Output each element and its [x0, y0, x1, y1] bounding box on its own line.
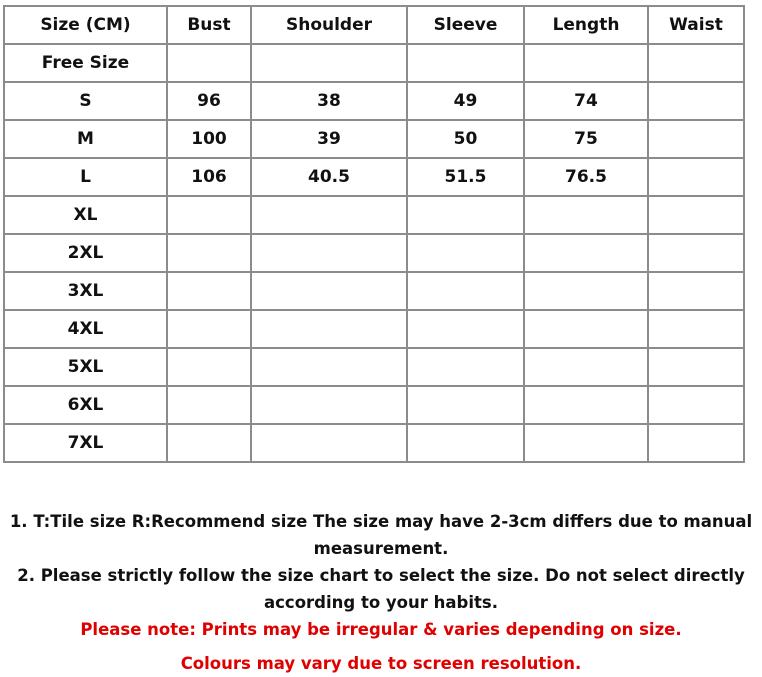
- cell-length: [524, 234, 648, 272]
- cell-waist: [648, 310, 744, 348]
- size-row: [4, 424, 744, 462]
- cell-bust: [167, 348, 251, 386]
- cell-waist: [648, 386, 744, 424]
- cell-size: 4XL: [4, 310, 167, 348]
- cell-length: [524, 310, 648, 348]
- cell-sleeve: [407, 234, 524, 272]
- cell-bust: [167, 44, 251, 82]
- cell-waist: [648, 272, 744, 310]
- header-size: Size (CM): [4, 6, 167, 44]
- size-chart-body: [4, 6, 744, 462]
- cell-shoulder: [251, 424, 407, 462]
- cell-size: 6XL: [4, 386, 167, 424]
- cell-shoulder: [251, 348, 407, 386]
- cell-waist: [648, 196, 744, 234]
- cell-length: [524, 348, 648, 386]
- size-row: [4, 44, 744, 82]
- cell-length: 76.5: [524, 158, 648, 196]
- cell-shoulder: 38: [251, 82, 407, 120]
- cell-sleeve: [407, 196, 524, 234]
- size-row: [4, 234, 744, 272]
- note-1: 1. T:Tile size R:Recommend size The size may have 2-3cm differs due to manual: [9, 512, 753, 531]
- note-2: 2. Please strictly follow the size chart to select the size. Do not select directly: [17, 566, 745, 585]
- cell-bust: 100: [167, 120, 251, 158]
- cell-bust: [167, 272, 251, 310]
- cell-sleeve: [407, 348, 524, 386]
- cell-size: 2XL: [4, 234, 167, 272]
- header-waist: Waist: [648, 6, 744, 44]
- cell-length: 75: [524, 120, 648, 158]
- size-row: [4, 196, 744, 234]
- cell-length: [524, 196, 648, 234]
- cell-length: [524, 424, 648, 462]
- cell-shoulder: [251, 310, 407, 348]
- size-row: [4, 386, 744, 424]
- cell-bust: [167, 234, 251, 272]
- header-row: [4, 6, 744, 44]
- cell-shoulder: 40.5: [251, 158, 407, 196]
- cell-waist: [648, 158, 744, 196]
- cell-size: L: [4, 158, 167, 196]
- size-row: [4, 120, 744, 158]
- cell-size: 7XL: [4, 424, 167, 462]
- cell-sleeve: [407, 424, 524, 462]
- cell-length: [524, 386, 648, 424]
- note-2-continued: according to your habits.: [264, 593, 498, 612]
- colour-warning: Colours may vary due to screen resolution.: [180, 654, 582, 673]
- cell-sleeve: 50: [407, 120, 524, 158]
- cell-bust: [167, 310, 251, 348]
- size-row: [4, 82, 744, 120]
- cell-bust: 96: [167, 82, 251, 120]
- size-row: [4, 310, 744, 348]
- cell-shoulder: 39: [251, 120, 407, 158]
- size-row: [4, 272, 744, 310]
- size-chart-table: [3, 5, 745, 463]
- cell-size: Free Size: [4, 44, 167, 82]
- cell-length: 74: [524, 82, 648, 120]
- cell-sleeve: [407, 386, 524, 424]
- cell-waist: [648, 82, 744, 120]
- print-warning: Please note: Prints may be irregular & varies depending on size.: [80, 620, 682, 639]
- cell-sleeve: 51.5: [407, 158, 524, 196]
- size-row: [4, 348, 744, 386]
- cell-sleeve: [407, 310, 524, 348]
- cell-waist: [648, 120, 744, 158]
- header-length: Length: [524, 6, 648, 44]
- cell-shoulder: [251, 386, 407, 424]
- cell-bust: [167, 424, 251, 462]
- cell-shoulder: [251, 44, 407, 82]
- cell-size: 5XL: [4, 348, 167, 386]
- header-bust: Bust: [167, 6, 251, 44]
- header-sleeve: Sleeve: [407, 6, 524, 44]
- cell-waist: [648, 234, 744, 272]
- cell-size: M: [4, 120, 167, 158]
- cell-waist: [648, 348, 744, 386]
- note-1-continued: measurement.: [313, 539, 449, 558]
- cell-sleeve: [407, 44, 524, 82]
- cell-waist: [648, 424, 744, 462]
- cell-size: S: [4, 82, 167, 120]
- header-shoulder: Shoulder: [251, 6, 407, 44]
- cell-size: 3XL: [4, 272, 167, 310]
- cell-waist: [648, 44, 744, 82]
- cell-shoulder: [251, 196, 407, 234]
- cell-sleeve: [407, 272, 524, 310]
- cell-length: [524, 44, 648, 82]
- cell-bust: [167, 386, 251, 424]
- cell-shoulder: [251, 272, 407, 310]
- cell-shoulder: [251, 234, 407, 272]
- size-notes: [0, 508, 762, 677]
- cell-bust: 106: [167, 158, 251, 196]
- cell-size: XL: [4, 196, 167, 234]
- size-row: [4, 158, 744, 196]
- cell-sleeve: 49: [407, 82, 524, 120]
- cell-length: [524, 272, 648, 310]
- cell-bust: [167, 196, 251, 234]
